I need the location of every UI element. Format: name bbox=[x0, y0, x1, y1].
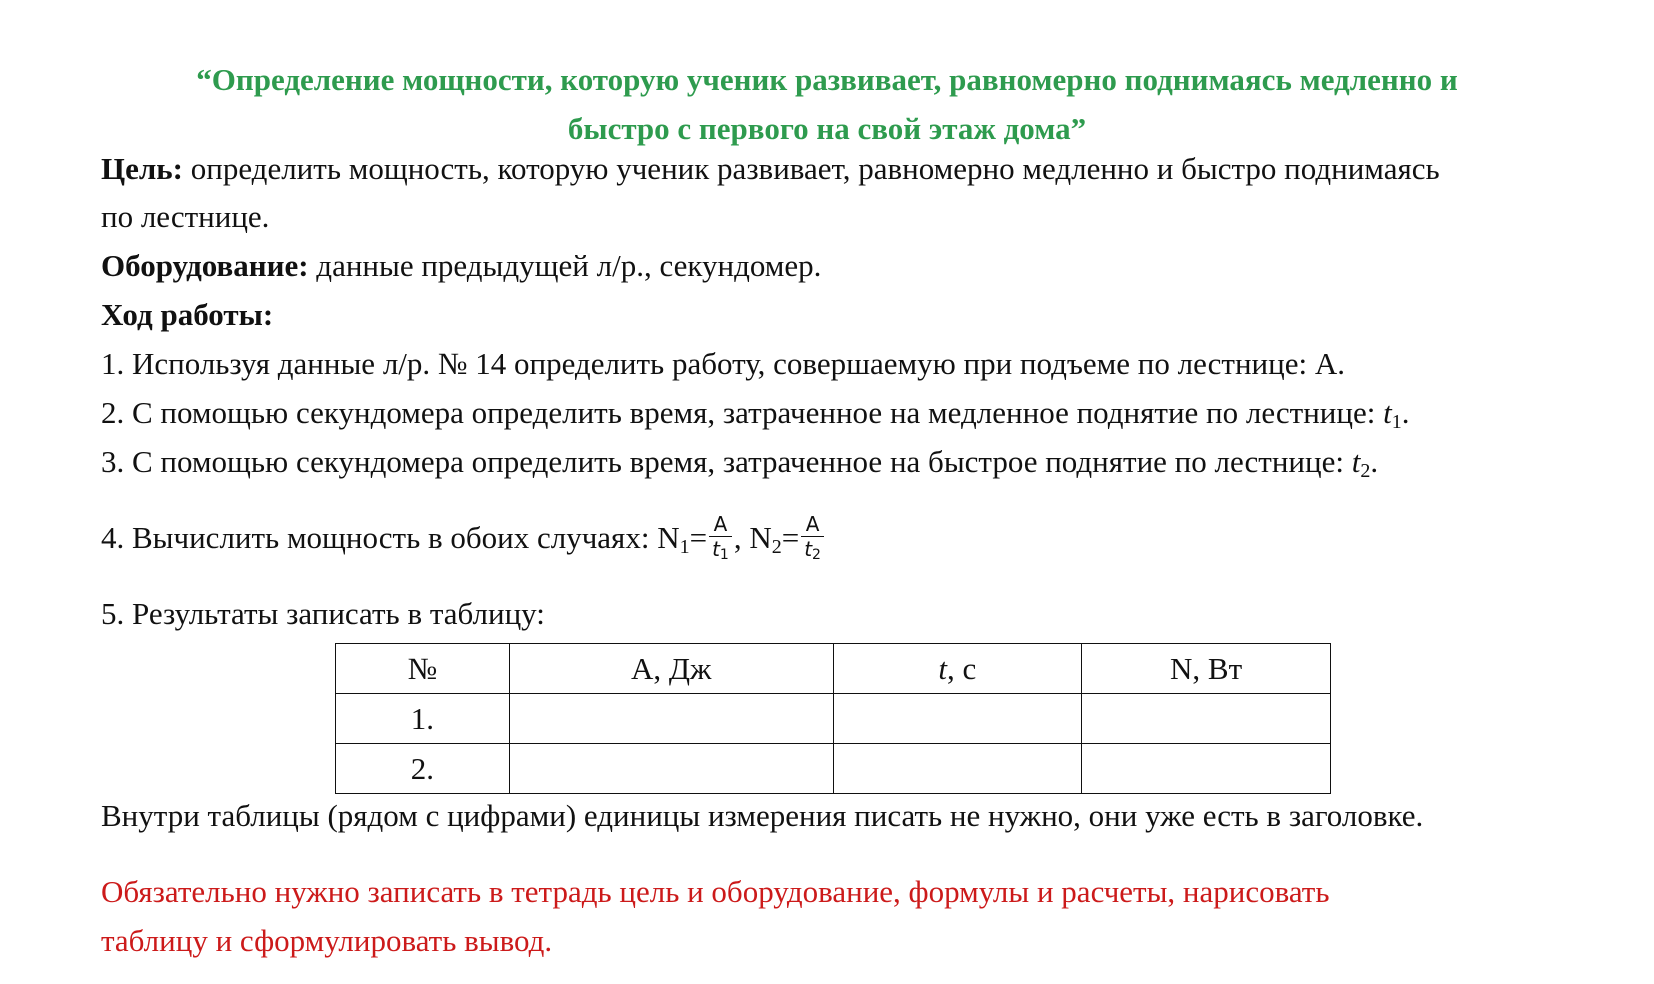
formula-1-equals: = bbox=[689, 520, 708, 555]
formula-2-den-subscript: 2 bbox=[812, 547, 821, 564]
header-time-unit: , с bbox=[947, 650, 977, 686]
formula-1-separator: , bbox=[733, 520, 742, 555]
equipment-label: Оборудование: bbox=[101, 248, 309, 283]
row-1-number: 1. bbox=[336, 694, 510, 744]
row-1-time-cell bbox=[833, 694, 1082, 744]
warning-line-1: Обязательно нужно записать в тетрадь цель и оборудование, формулы и расчеты, нарисовать bbox=[101, 874, 1330, 909]
row-2-number: 2. bbox=[336, 744, 510, 794]
formula-1-lhs: N bbox=[657, 520, 680, 555]
equipment-paragraph bbox=[101, 246, 821, 286]
formula-2 bbox=[749, 512, 826, 564]
table-header-row bbox=[336, 644, 1331, 694]
step-3-text: 3. С помощью секундомера определить время, затраченное на быстрое поднятие по лестнице: bbox=[101, 444, 1352, 479]
document-title bbox=[100, 55, 1554, 153]
formula-1-denominator bbox=[709, 537, 732, 564]
formula-1-lhs-subscript: 1 bbox=[679, 536, 690, 558]
header-time-variable: t bbox=[938, 650, 948, 686]
formula-2-equals: = bbox=[781, 520, 800, 555]
formula-1 bbox=[657, 512, 742, 564]
results-table bbox=[335, 643, 1331, 794]
goal-paragraph bbox=[101, 149, 1440, 189]
title-line-1: “Определение мощности, которую ученик развивает, равномерно поднимаясь медленно и bbox=[196, 62, 1458, 97]
formula-2-numerator: A bbox=[801, 512, 824, 537]
row-2-power-cell bbox=[1082, 744, 1331, 794]
step-3-subscript: 2 bbox=[1360, 460, 1371, 482]
goal-text-line-1: определить мощность, которую ученик развивает, равномерно медленно и быстро поднимаясь bbox=[182, 151, 1440, 186]
step-2-subscript: 1 bbox=[1391, 411, 1402, 433]
table-row bbox=[336, 694, 1331, 744]
step-2-variable: t bbox=[1383, 395, 1392, 430]
step-2 bbox=[101, 393, 1409, 433]
step-4 bbox=[101, 508, 826, 568]
step-4-text: 4. Вычислить мощность в обоих случаях: bbox=[101, 520, 658, 555]
step-2-text: 2. С помощью секундомера определить время, затраченное на медленное поднятие по лестнице: bbox=[101, 395, 1384, 430]
goal-text-line-2: по лестнице. bbox=[101, 199, 270, 234]
title-line-2: быстро с первого на свой этаж дома” bbox=[567, 111, 1087, 146]
table-row bbox=[336, 744, 1331, 794]
equipment-text: данные предыдущей л/р., секундомер. bbox=[308, 248, 822, 283]
goal-label: Цель: bbox=[101, 151, 183, 186]
formula-1-numerator: A bbox=[709, 512, 732, 537]
row-2-time-cell bbox=[833, 744, 1082, 794]
header-time bbox=[833, 644, 1082, 694]
formula-1-fraction bbox=[709, 512, 732, 564]
header-work: А, Дж bbox=[509, 644, 833, 694]
row-2-work-cell bbox=[509, 744, 833, 794]
procedure-heading: Ход работы: bbox=[101, 297, 274, 332]
warning-line-2: таблицу и сформулировать вывод. bbox=[101, 923, 553, 958]
formula-2-den-variable: t bbox=[804, 537, 813, 562]
formula-2-fraction bbox=[801, 512, 824, 564]
step-2-end: . bbox=[1401, 395, 1410, 430]
step-5: 5. Результаты записать в таблицу: bbox=[101, 596, 545, 631]
units-note: Внутри таблицы (рядом с цифрами) единицы измерения писать не нужно, они уже есть в заголовке. bbox=[101, 798, 1424, 833]
step-3-end: . bbox=[1370, 444, 1379, 479]
header-power: N, Вт bbox=[1082, 644, 1331, 694]
step-3 bbox=[101, 442, 1378, 482]
header-number: № bbox=[336, 644, 510, 694]
formula-1-den-variable: t bbox=[712, 537, 720, 562]
formula-1-den-subscript: 1 bbox=[719, 547, 729, 564]
step-1: 1. Используя данные л/р. № 14 определить работу, совершаемую при подъеме по лестнице: А. bbox=[101, 346, 1345, 381]
row-1-work-cell bbox=[509, 694, 833, 744]
step-3-variable: t bbox=[1351, 444, 1361, 479]
formula-2-lhs: N bbox=[749, 520, 772, 555]
formula-2-denominator bbox=[801, 537, 824, 564]
row-1-power-cell bbox=[1082, 694, 1331, 744]
formula-2-lhs-subscript: 2 bbox=[771, 536, 782, 558]
